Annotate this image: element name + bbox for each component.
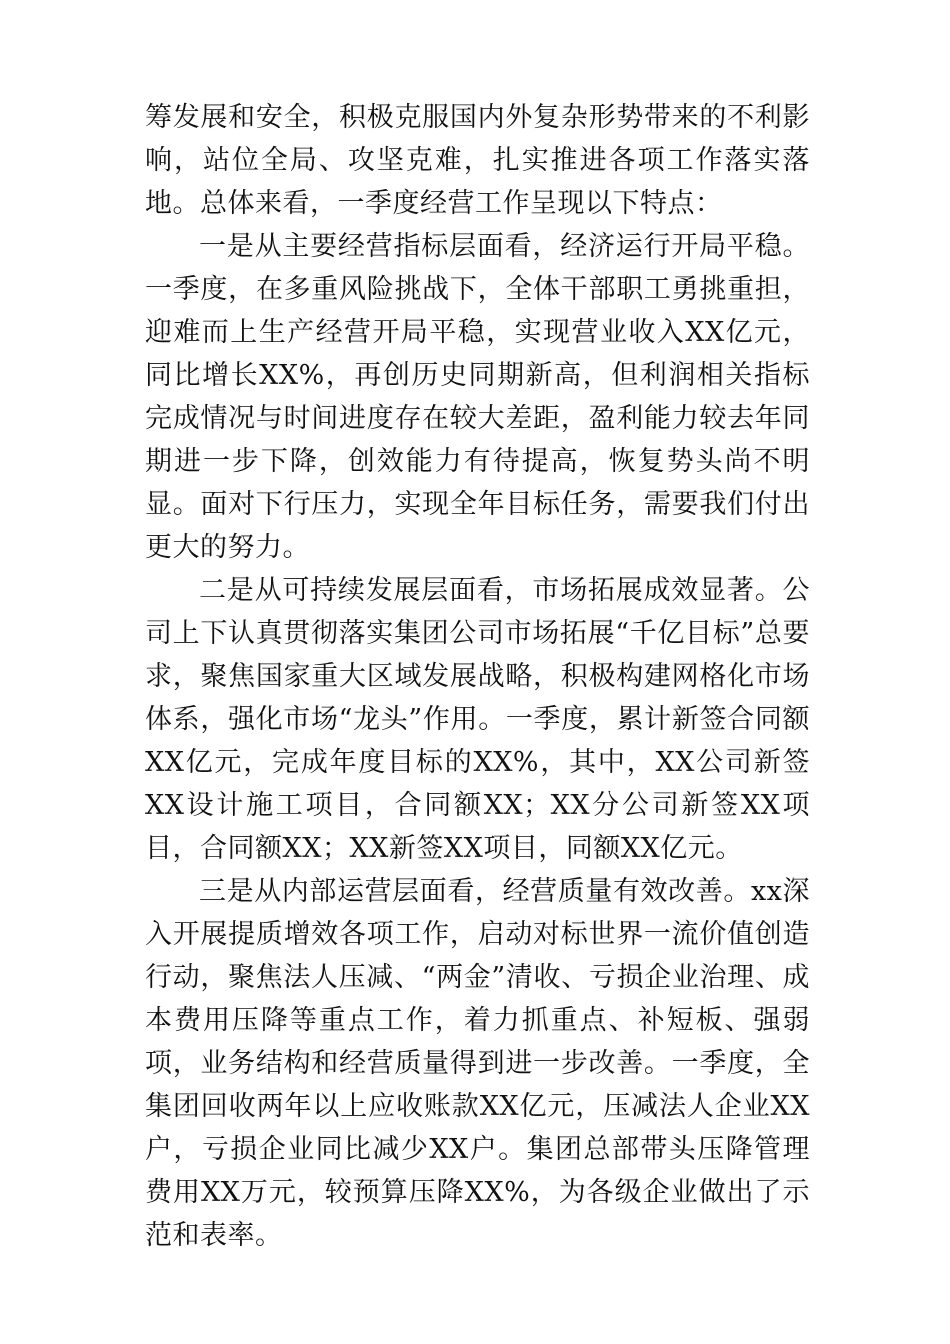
paragraph-continuation: 筹发展和安全，积极克服国内外复杂形势带来的不利影响，站位全局、攻坚克难，扎实推进各项工作落实落地。总体来看，一季度经营工作呈现以下特点： — [145, 102, 810, 219]
document-body — [145, 96, 810, 1257]
paragraph-point-one: 一是从主要经营指标层面看，经济运行开局平稳。一季度，在多重风险挑战下，全体干部职工勇挑重担，迎难而上生产经营开局平稳，实现营业收入XX亿元，同比增长XX%，再创历史同期新高，但利润相关指标完成情况与时间进度存在较大差距，盈利能力较去年同期进一步下降，创效能力有待提高，恢复势头尚不明显。面对下行压力，实现全年目标任务，需要我们付出更大的努力。 — [145, 231, 810, 563]
paragraph-point-three: 三是从内部运营层面看，经营质量有效改善。xx深入开展提质增效各项工作，启动对标世界一流价值创造行动，聚焦法人压减、“两金”清收、亏损企业治理、成本费用压降等重点工作，着力抓重点、补短板、强弱项，业务结构和经营质量得到进一步改善。一季度，全集团回收两年以上应收账款XX亿元，压减法人企业XX户，亏损企业同比减少XX户。集团总部带头压降管理费用XX万元，较预算压降XX%，为各级企业做出了示范和表率。 — [145, 876, 810, 1251]
paragraph-point-two: 二是从可持续发展层面看，市场拓展成效显著。公司上下认真贯彻落实集团公司市场拓展“千亿目标”总要求，聚焦国家重大区域发展战略，积极构建网格化市场体系，强化市场“龙头”作用。一季度，累计新签合同额XX亿元，完成年度目标的XX%，其中，XX公司新签XX设计施工项目，合同额XX；XX分公司新签XX项目，合同额XX；XX新签XX项目，同额XX亿元。 — [145, 575, 810, 864]
